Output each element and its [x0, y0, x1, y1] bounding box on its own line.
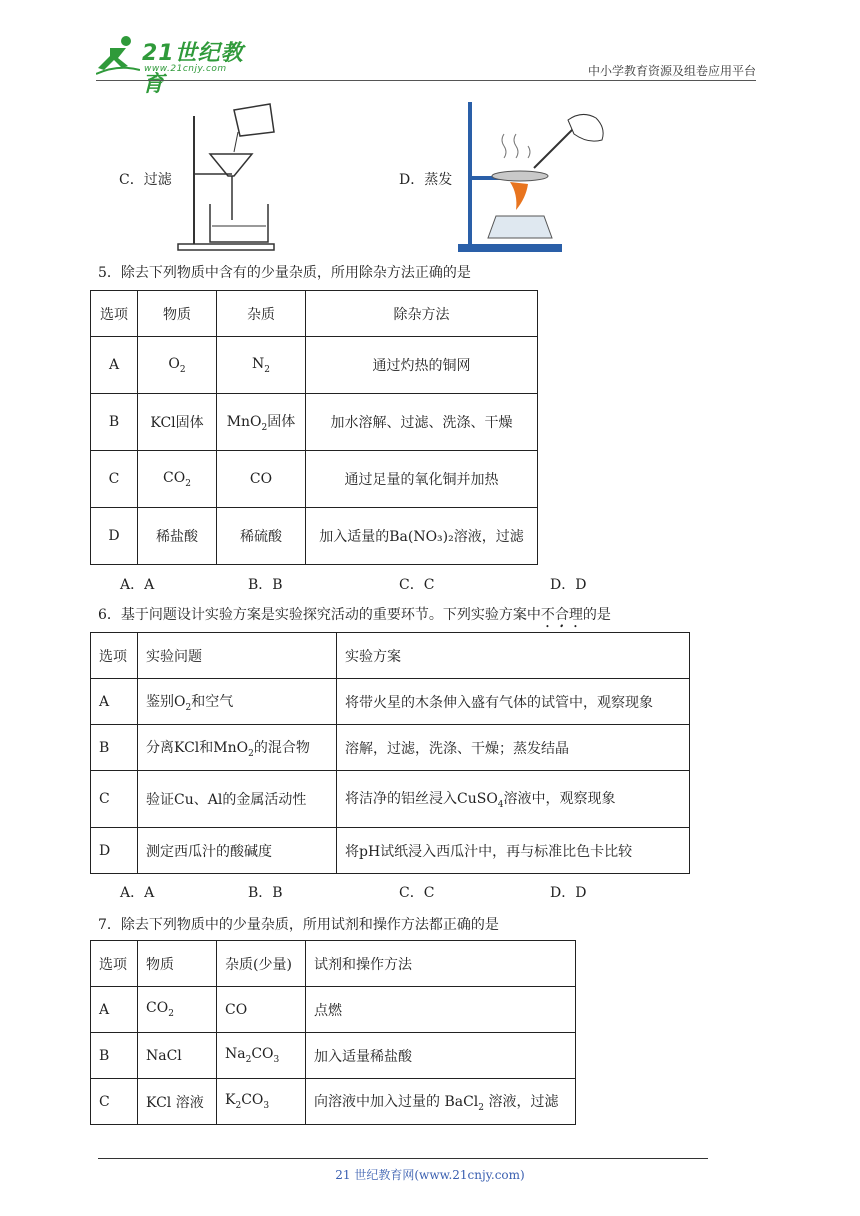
answer-option[interactable]: A．A — [120, 577, 155, 593]
table-row — [91, 1033, 576, 1079]
question-cell: 分离KCl和MnO$_2$的混合物 — [138, 725, 337, 771]
plan-cell: 溶解，过滤，洗涤、干燥；蒸发结晶 — [337, 725, 690, 771]
header-divider — [96, 80, 756, 81]
question-6-table — [90, 632, 690, 874]
impurity-cell: MnO$_2$固体 — [217, 394, 306, 451]
question-5-table — [90, 290, 538, 565]
header-cell: 除杂方法 — [306, 291, 538, 337]
filtration-apparatus-figure — [176, 96, 280, 256]
evaporation-apparatus-figure — [456, 98, 612, 254]
header-cell: 选项 — [91, 941, 138, 987]
table-row — [91, 508, 538, 565]
logo-url: www.21cnjy.com — [144, 64, 227, 74]
option-d-label: D．蒸发 — [399, 172, 453, 188]
footer-divider — [98, 1158, 708, 1159]
header-cell: 实验问题 — [138, 633, 337, 679]
runner-logo-icon — [96, 34, 140, 76]
answer-option[interactable]: C．C — [399, 885, 435, 901]
method-cell: 向溶液中加入过量的 BaCl$_2$ 溶液，过滤 — [306, 1079, 576, 1125]
table-row — [91, 771, 690, 828]
impurity-cell: $N_2$ — [217, 337, 306, 394]
option-cell: A — [91, 987, 138, 1033]
answer-option[interactable]: D．D — [550, 577, 587, 593]
option-cell: B — [91, 394, 138, 451]
option-cell: D — [91, 508, 138, 565]
table-row — [91, 394, 538, 451]
plan-cell: 将pH试纸浸入西瓜汁中，再与标准比色卡比较 — [337, 828, 690, 874]
impurity-cell: $Na_2CO_3$ — [217, 1033, 306, 1079]
question-7-table — [90, 940, 576, 1125]
table-header-row — [91, 633, 690, 679]
table-row — [91, 451, 538, 508]
table-row — [91, 725, 690, 771]
table-row — [91, 679, 690, 725]
header-cell: 物质 — [138, 941, 217, 987]
question-5-stem: 5．除去下列物质中含有的少量杂质，所用除杂方法正确的是 — [98, 265, 471, 281]
logo-text: 21世纪教育 — [142, 41, 244, 97]
answer-option[interactable]: B．B — [248, 577, 283, 593]
footer-site-link[interactable]: 21 世纪教育网(www.21cnjy.com) — [335, 1168, 525, 1182]
method-cell: 加水溶解、过滤、洗涤、干燥 — [306, 394, 538, 451]
option-cell: C — [91, 771, 138, 828]
header-cell: 实验方案 — [337, 633, 690, 679]
option-cell: B — [91, 725, 138, 771]
table-header-row — [91, 941, 576, 987]
method-cell: 通过足量的氧化铜并加热 — [306, 451, 538, 508]
question-7-stem: 7．除去下列物质中的少量杂质，所用试剂和操作方法都正确的是 — [98, 917, 499, 933]
substance-cell: $CO_2$ — [138, 987, 217, 1033]
question-5-answers — [0, 574, 860, 594]
substance-cell: KCl 溶液 — [138, 1079, 217, 1125]
answer-option[interactable]: D．D — [550, 885, 587, 901]
plan-cell: 将洁净的铝丝浸入CuSO$_4$溶液中，观察现象 — [337, 771, 690, 828]
substance-cell: NaCl — [138, 1033, 217, 1079]
method-cell: 加入适量的Ba(NO₃)₂溶液，过滤 — [306, 508, 538, 565]
method-cell: 通过灼热的铜网 — [306, 337, 538, 394]
option-c-label: C．过滤 — [119, 172, 172, 188]
substance-cell: 稀盐酸 — [138, 508, 217, 565]
table-header-row — [91, 291, 538, 337]
site-logo — [96, 34, 266, 97]
question-cell: 鉴别$O_2$和空气 — [138, 679, 337, 725]
question-6-stem: 6．基于问题设计实验方案是实验探究活动的重要环节。下列实验方案中不合理的是 — [98, 607, 611, 623]
option-cell: D — [91, 828, 138, 874]
substance-cell: $O_2$ — [138, 337, 217, 394]
answer-option[interactable]: C．C — [399, 577, 435, 593]
answer-option[interactable]: B．B — [248, 885, 283, 901]
option-cell: B — [91, 1033, 138, 1079]
impurity-cell: $K_2CO_3$ — [217, 1079, 306, 1125]
option-cell: C — [91, 451, 138, 508]
table-row — [91, 987, 576, 1033]
table-row — [91, 828, 690, 874]
option-cell: A — [91, 337, 138, 394]
header-cell: 选项 — [91, 291, 138, 337]
method-cell: 加入适量稀盐酸 — [306, 1033, 576, 1079]
header-cell: 选项 — [91, 633, 138, 679]
header-cell: 杂质(少量) — [217, 941, 306, 987]
option-cell: C — [91, 1079, 138, 1125]
question-cell: 测定西瓜汁的酸碱度 — [138, 828, 337, 874]
impurity-cell: CO — [217, 987, 306, 1033]
emphasis-text: 不合理 — [540, 607, 583, 623]
substance-cell: KCl固体 — [138, 394, 217, 451]
platform-title: 中小学教育资源及组卷应用平台 — [587, 64, 756, 78]
option-cell: A — [91, 679, 138, 725]
question-cell: 验证Cu、Al的金属活动性 — [138, 771, 337, 828]
question-6-answers — [0, 882, 860, 902]
substance-cell: $CO_2$ — [138, 451, 217, 508]
method-cell: 点燃 — [306, 987, 576, 1033]
table-row — [91, 337, 538, 394]
header-cell: 杂质 — [217, 291, 306, 337]
header-cell: 物质 — [138, 291, 217, 337]
impurity-cell: 稀硫酸 — [217, 508, 306, 565]
impurity-cell: CO — [217, 451, 306, 508]
plan-cell: 将带火星的木条伸入盛有气体的试管中，观察现象 — [337, 679, 690, 725]
header-cell: 试剂和操作方法 — [306, 941, 576, 987]
answer-option[interactable]: A．A — [120, 885, 155, 901]
table-row — [91, 1079, 576, 1125]
